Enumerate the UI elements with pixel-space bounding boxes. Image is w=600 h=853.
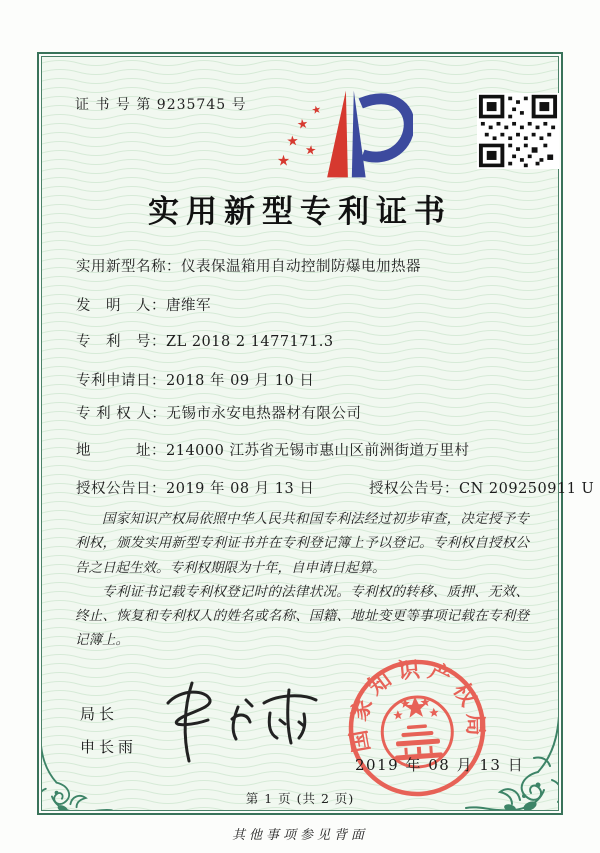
field-value: 无锡市永安电热器材有限公司: [166, 406, 362, 422]
svg-text:★: ★: [285, 133, 300, 150]
field-label: 实用新型名称：: [76, 259, 181, 275]
field-value: 2019 年 08 月 13 日: [166, 481, 315, 497]
corner-flourish-icon: [41, 718, 114, 811]
reverse-side-note: 其他事项参见背面: [231, 828, 368, 843]
qr-code-icon: [477, 93, 559, 169]
director-title: 局长: [80, 705, 119, 723]
svg-text:★: ★: [310, 102, 323, 118]
corner-flourish-icon: [464, 688, 559, 811]
svg-text:★: ★: [276, 152, 291, 170]
field-row-invention-name: [76, 255, 421, 276]
field-row-patent-number: [76, 330, 334, 351]
legal-paragraph-1: 国家知识产权局依照中华人民共和国专利法经过初步审查，决定授予专利权，颁发实用新型专利证书并在专利登记簿上予以登记。专利权自授权公告之日起生效。专利权期限为十年，自申请日起算。: [75, 511, 529, 576]
svg-text:★: ★: [296, 116, 310, 134]
field-label: 专 利 号：: [76, 334, 166, 350]
field-label: 地 址：: [76, 443, 166, 459]
director-signature-icon: [152, 667, 332, 777]
field-value: 2018 年 09 月 10 日: [166, 373, 315, 389]
director-name: 申长雨: [80, 738, 138, 756]
certificate-number: 证 书 号 第 9235745 号: [75, 97, 247, 113]
field-label: 发 明 人：: [76, 298, 166, 314]
field-row-address: [76, 439, 469, 460]
cnipa-logo-icon: [265, 84, 413, 184]
legal-text-block: [75, 507, 529, 653]
certificate-title: 实用新型专利证书: [148, 194, 452, 230]
field-label: 专 利 权 人：: [76, 406, 167, 422]
field-label: 专利申请日：: [76, 373, 166, 389]
field-row-grant-date: [76, 477, 595, 498]
seal-ring-text: 国家知识产权局: [344, 656, 489, 755]
field-value: 唐维军: [166, 298, 211, 314]
field-label: 授权公告号：: [369, 481, 459, 497]
field-value: 仪表保温箱用自动控制防爆电加热器: [181, 259, 421, 275]
seal-date: 2019 年 08 月 13 日: [355, 756, 525, 774]
svg-text:★: ★: [304, 142, 318, 159]
field-label: 授权公告日：: [76, 481, 166, 497]
legal-paragraph-2: 专利证书记载专利权登记时的法律状况。专利权的转移、质押、无效、终止、恢复和专利权人的姓名或名称、国籍、地址变更等事项记载在专利登记簿上。: [75, 583, 529, 649]
field-value: 214000 江苏省无锡市惠山区前洲街道万里村: [166, 443, 470, 459]
page-number: 第 1 页 (共 2 页): [245, 791, 355, 806]
field-row-patentee: [76, 402, 361, 423]
field-value: CN 209250911 U: [459, 481, 595, 497]
field-row-filing-date: [76, 369, 314, 390]
field-row-inventor: [76, 294, 211, 315]
field-value: ZL 2018 2 1477171.3: [166, 334, 334, 350]
field-grant-number: [369, 477, 594, 498]
